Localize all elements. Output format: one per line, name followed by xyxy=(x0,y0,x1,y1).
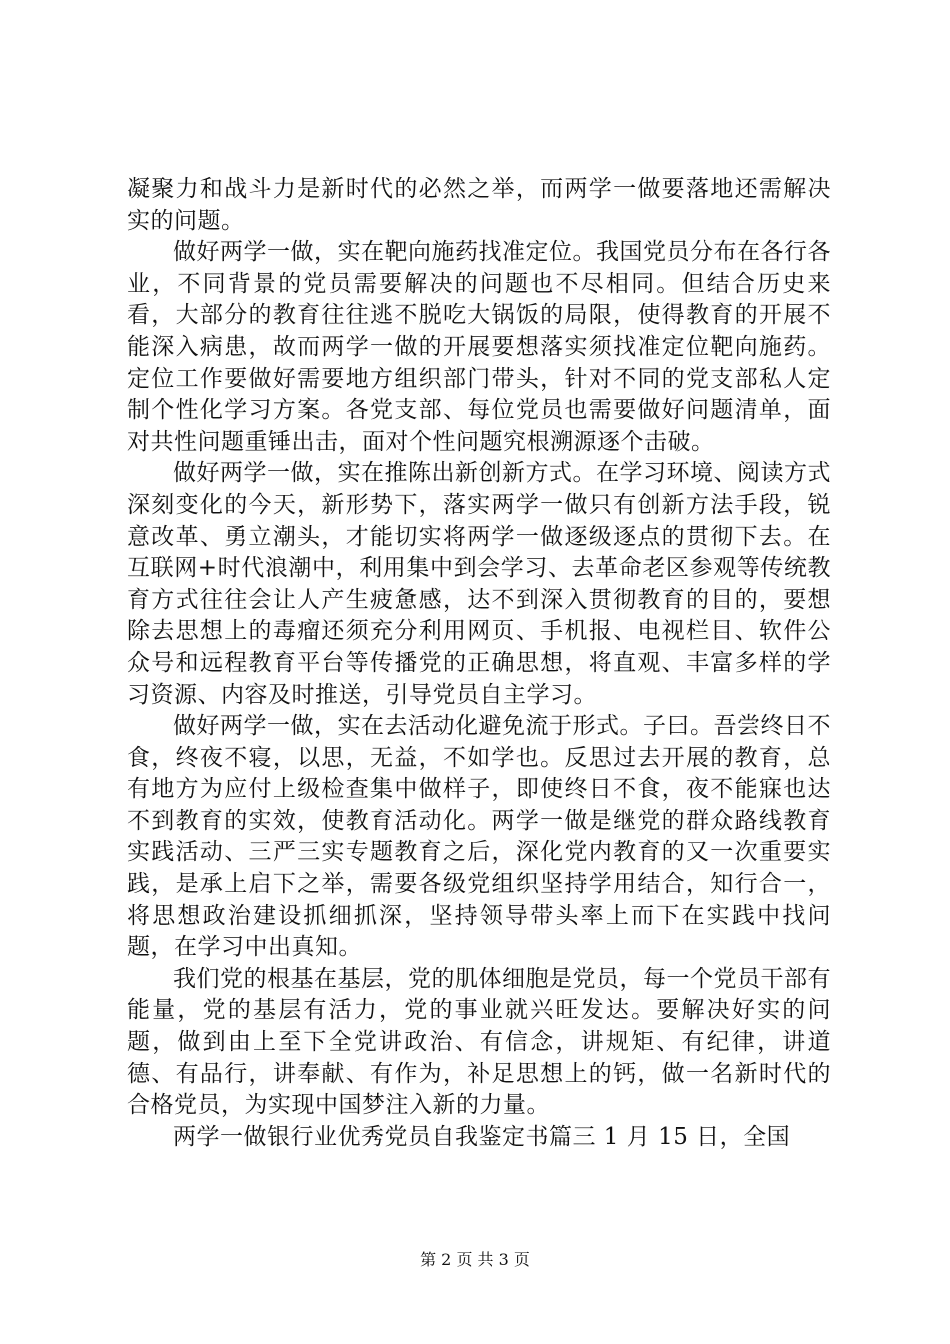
paragraph-targeted-positioning: 做好两学一做，实在靶向施药找准定位。我国党员分布在各行各业，不同背景的党员需要解决的问题也不尽相同。但结合历史来看，大部分的教育往往逃不脱吃大锅饭的局限，使得教育的开展不能深入病患，故而两学一做的开展要想落实须找准定位靶向施药。定位工作要做好需要地方组织部门带头，针对不同的党支部私人定制个性化学习方案。各党支部、每位党员也需要做好问题清单，面对共性问题重锤出击，面对个性问题究根溯源逐个击破。 xyxy=(127,239,831,455)
document-body xyxy=(127,174,831,1153)
paragraph-innovation-methods: 做好两学一做，实在推陈出新创新方式。在学习环境、阅读方式深刻变化的今天，新形势下，落实两学一做只有创新方法手段，锐意改革、勇立潮头，才能切实将两学一做逐级逐点的贯彻下去。在互联网+时代浪潮中，利用集中到会学习、去革命老区参观等传统教育方式往往会让人产生疲惫感，达不到深入贯彻教育的目的，要想除去思想上的毒瘤还须充分利用网页、手机报、电视栏目、软件公众号和远程教育平台等传播党的正确思想，将直观、丰富多样的学习资源、内容及时推送，引导党员自主学习。 xyxy=(127,460,831,708)
paragraph-grassroots: 我们党的根基在基层，党的肌体细胞是党员，每一个党员干部有能量，党的基层有活力，党的事业就兴旺发达。要解决好实的问题，做到由上至下全党讲政治、有信念，讲规矩、有纪律，讲道德、有品行，讲奉献、有作为，补足思想上的钙，做一名新时代的合格党员，为实现中国梦注入新的力量。 xyxy=(127,965,831,1119)
paragraph-continued: 凝聚力和战斗力是新时代的必然之举，而两学一做要落地还需解决实的问题。 xyxy=(127,176,831,234)
paragraph-avoid-formalism: 做好两学一做，实在去活动化避免流于形式。子曰。吾尝终日不食，终夜不寝，以思，无益，不如学也。反思过去开展的教育，总有地方为应付上级检查集中做样子，即使终日不食，夜不能寐也达不到教育的实效，使教育活动化。两学一做是继党的群众路线教育实践活动、三严三实专题教育之后，深化党内教育的又一次重要实践，是承上启下之举，需要各级党组织坚持学用结合，知行合一，将思想政治建设抓细抓深，坚持领导带头率上而下在实践中找问题，在学习中出真知。 xyxy=(127,713,831,961)
page-number-footer: 第 2 页 共 3 页 xyxy=(420,1250,530,1269)
paragraph-part-three-start: 两学一做银行业优秀党员自我鉴定书篇三 1 月 15 日，全国 xyxy=(173,1123,791,1150)
